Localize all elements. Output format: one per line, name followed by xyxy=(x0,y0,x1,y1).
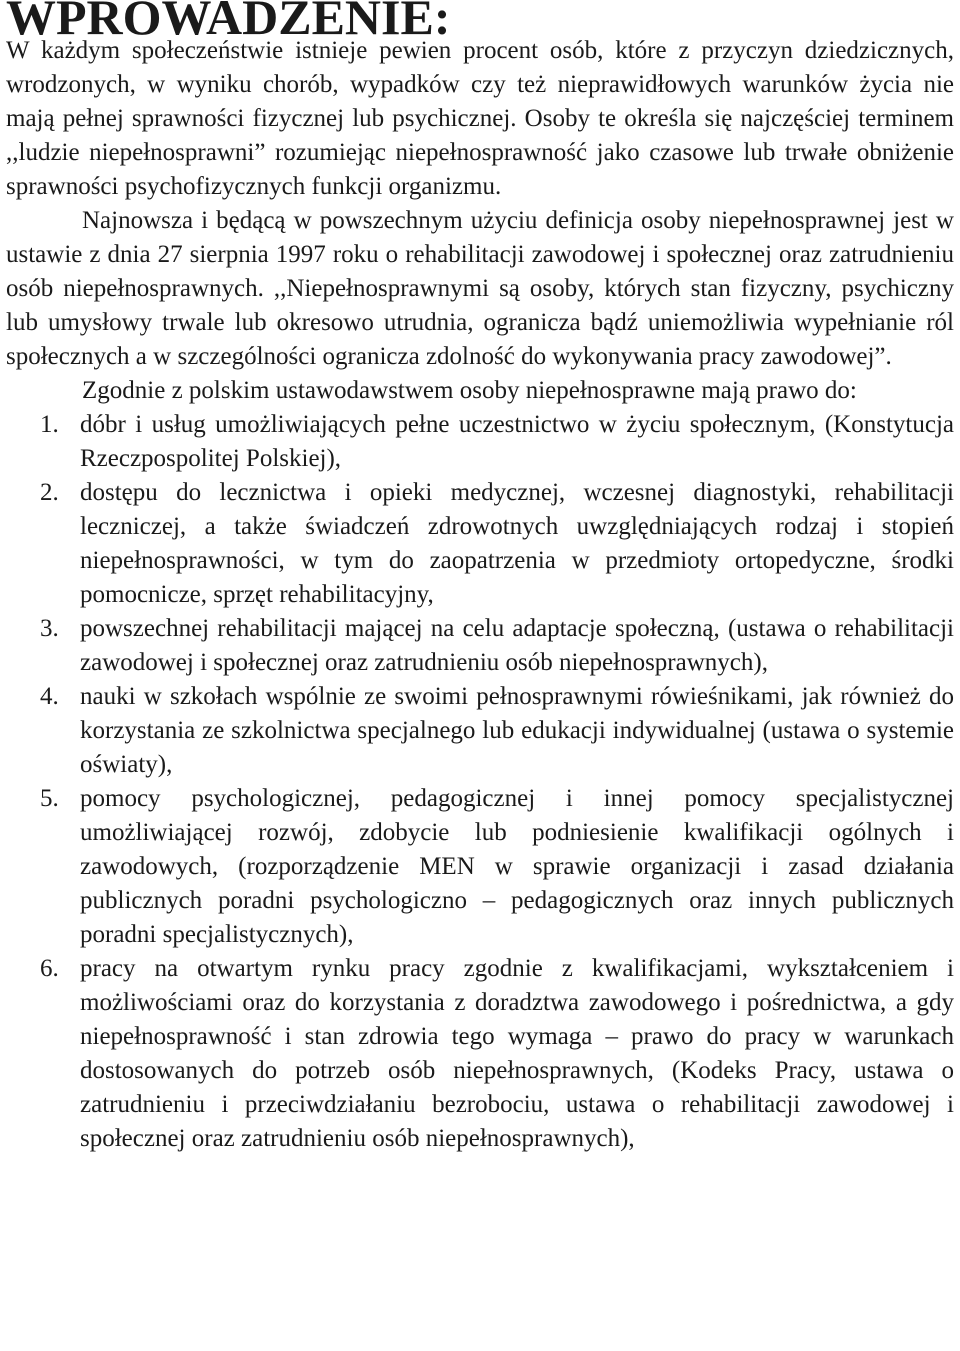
list-item-text: dostępu do lecznictwa i opieki medycznej, wczesnej diagnostyki, rehabilitacji leczniczej, a także świadczeń zdrowotnych uwzględniających rodzaj i stopień niepełnosprawności, w tym do zaopatrzenia w przedmioty ortopedyczne, środki pomocnicze, sprzęt rehabilitacyjny, xyxy=(80,479,954,608)
list-item xyxy=(6,476,954,612)
list-item-text: dóbr i usług umożliwiających pełne uczestnictwo w życiu społecznym, (Konstytucja Rzeczpospolitej Polskiej), xyxy=(80,411,954,472)
list-item-number: 2. xyxy=(40,479,59,506)
list-item-text: powszechnej rehabilitacji mającej na celu adaptacje społeczną, (ustawa o rehabilitacji zawodowej i społecznej oraz zatrudnieniu osób niepełnosprawnych), xyxy=(80,615,954,676)
list-item-text: pracy na otwartym rynku pracy zgodnie z kwalifikacjami, wykształceniem i możliwościami oraz do korzystania z doradztwa zawodowego i pośrednictwa, a gdy niepełnosprawność i stan zdrowia tego wymaga – prawo do pracy w warunkach dostosowanych do potrzeb osób niepełnosprawnych, (Kodeks Pracy, ustawa o zatrudnieniu i przeciwdziałaniu bezrobociu, ustawa o rehabilitacji zawodowej i społecznej oraz zatrudnieniu osób niepełnosprawnych), xyxy=(80,955,954,1152)
section-heading: WPROWADZENIE: xyxy=(6,0,451,45)
list-item-text: nauki w szkołach wspólnie ze swoimi pełnosprawnymi rówieśnikami, jak również do korzystania ze szkolnictwa specjalnego lub edukacji indywidualnej (ustawa o systemie oświaty), xyxy=(80,683,954,778)
list-item xyxy=(6,952,954,1156)
list-item-text: pomocy psychologicznej, pedagogicznej i innej pomocy specjalistycznej umożliwiającej rozwój, zdobycie lub podniesienie kwalifikacji ogólnych i zawodowych, (rozporządzenie MEN w sprawie organizacji i zasad działania publicznych poradni psychologiczno – pedagogicznych oraz innych publicznych poradni specjalistycznych), xyxy=(80,785,954,948)
paragraph-intro: W każdym społeczeństwie istnieje pewien procent osób, które z przyczyn dziedzicznych, wrodzonych, w wyniku chorób, wypadków czy też nieprawidłowych warunków życia nie mają pełnej sprawności fizycznej lub psychicznej. Osoby te określa się najczęściej terminem ,,ludzie niepełnosprawni” rozumiejąc niepełnosprawność jako czasowe lub trwałe obniżenie sprawności psychofizycznych funkcji organizmu. xyxy=(6,37,954,200)
list-item xyxy=(6,612,954,680)
list-item-number: 4. xyxy=(40,683,59,710)
list-item xyxy=(6,680,954,782)
document-page xyxy=(6,0,954,1156)
rights-list xyxy=(6,408,954,1156)
list-item-number: 6. xyxy=(40,955,59,982)
list-item xyxy=(6,782,954,952)
list-item-number: 5. xyxy=(40,785,59,812)
list-item xyxy=(6,408,954,476)
paragraph-rights-intro: Zgodnie z polskim ustawodawstwem osoby niepełnosprawne mają prawo do: xyxy=(82,377,857,404)
paragraph-definition: Najnowsza i będącą w powszechnym użyciu definicja osoby niepełnosprawnej jest w ustawie z dnia 27 sierpnia 1997 roku o rehabilitacji zawodowej i społecznej oraz zatrudnieniu osób niepełnosprawnych. ,,Niepełnosprawnymi są osoby, których stan fizyczny, psychiczny lub umysłowy trwale lub okresowo utrudnia, ogranicza bądź uniemożliwia wypełnianie ról społecznych a w szczególności ogranicza zdolność do wykonywania pracy zawodowej”. xyxy=(6,207,954,370)
list-item-number: 3. xyxy=(40,615,59,642)
list-item-number: 1. xyxy=(40,411,59,438)
